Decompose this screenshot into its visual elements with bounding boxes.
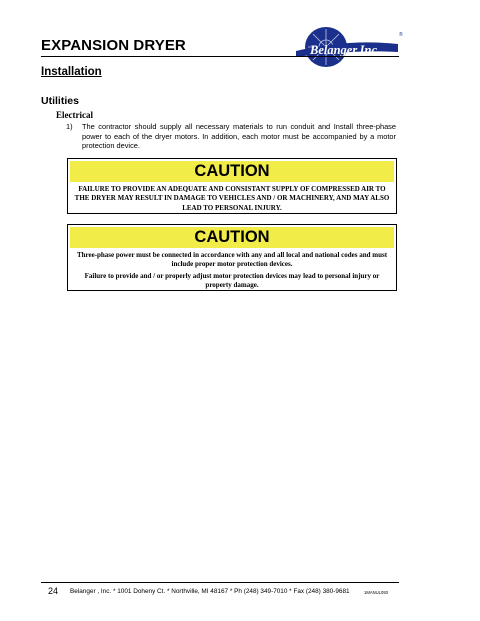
registered-mark: ® bbox=[399, 32, 403, 38]
caution-box-three-phase bbox=[67, 224, 397, 291]
page-number: 24 bbox=[48, 586, 59, 596]
caution-word: CAUTION bbox=[194, 162, 270, 180]
section-heading: Installation bbox=[41, 66, 102, 78]
header-rule bbox=[41, 56, 399, 57]
logo-wordmark: Belanger,Inc. bbox=[310, 43, 381, 57]
caution-band bbox=[70, 227, 394, 248]
list-item-text: The contractor should supply all necessary materials to run conduit and Install three-phase power to each of the dryer motors. In addition, each motor must be accompanied by a motor protection device. bbox=[82, 122, 396, 151]
electrical-label: Electrical bbox=[56, 110, 93, 120]
caution-text-codes: Three-phase power must be connected in accordance with any and all local and national codes and must include proper motor protection devices. bbox=[76, 251, 388, 269]
footer-rule bbox=[41, 582, 399, 583]
footer-document-code: 1MANUL093 bbox=[364, 590, 388, 595]
belanger-logo bbox=[286, 22, 408, 72]
caution-box-compressed-air bbox=[67, 158, 397, 214]
utilities-heading: Utilities bbox=[41, 95, 79, 107]
document-title: EXPANSION DRYER bbox=[41, 37, 186, 54]
list-item-number: 1) bbox=[66, 122, 73, 131]
caution-text: FAILURE TO PROVIDE AN ADEQUATE AND CONSISTANT SUPPLY OF COMPRESSED AIR TO THE DRYER MAY RESULT IN DAMAGE TO VEHICLES AND / OR MACHINERY, AND MAY ALSO LEAD TO PERSONAL INJURY. bbox=[74, 185, 390, 212]
caution-text-protection: Failure to provide and / or properly adjust motor protection devices may lead to personal injury or property damage. bbox=[84, 272, 380, 290]
caution-band bbox=[70, 161, 394, 182]
footer-address: Belanger , Inc. * 1001 Doheny Ct. * Northville, MI 48167 * Ph (248) 349-7010 * Fax (248) 380-9681 bbox=[70, 588, 350, 595]
caution-word: CAUTION bbox=[194, 228, 270, 246]
